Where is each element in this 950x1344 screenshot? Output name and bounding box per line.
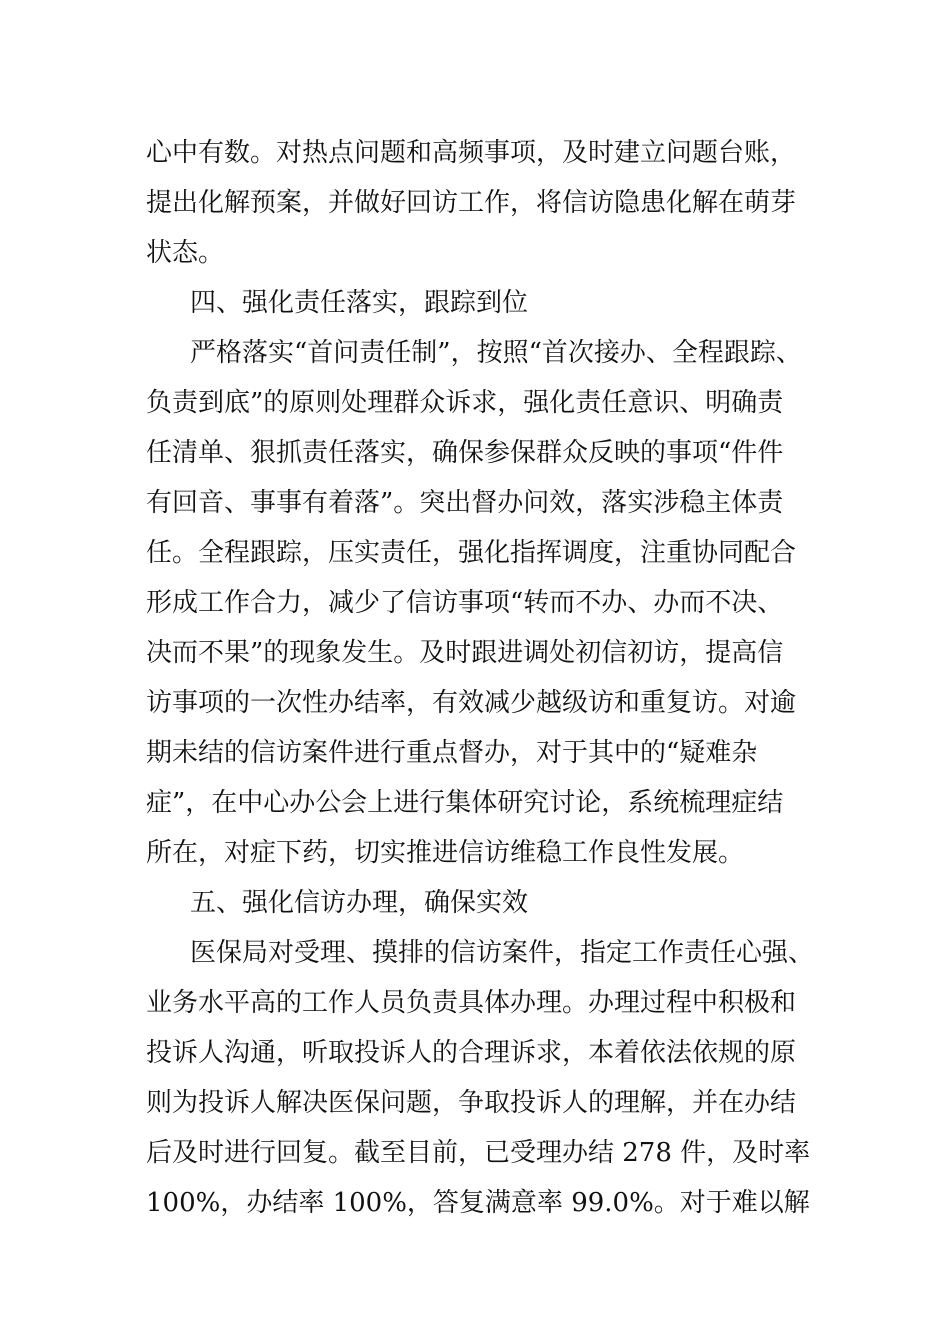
- body-line: 后及时进行回复。截至目前，已受理办结 278 件，及时率: [146, 1138, 811, 1168]
- section-heading-4: 四、强化责任落实，跟踪到位: [190, 288, 529, 318]
- body-line: 期未结的信访案件进行重点督办，对于其中的“疑难杂: [146, 738, 758, 768]
- body-line: 任清单、狠抓责任落实，确保参保群众反映的事项“件件: [146, 438, 784, 468]
- paragraph-start: 医保局对受理、摸排的信访案件，指定工作责任心强、: [190, 938, 815, 968]
- body-line: 负责到底”的原则处理群众诉求，强化责任意识、明确责: [146, 388, 784, 418]
- body-line: 状态。: [146, 238, 225, 268]
- body-line: 有回音、事事有着落”。突出督办问效，落实涉稳主体责: [146, 488, 784, 518]
- body-line: 访事项的一次性办结率，有效减少越级访和重复访。对逾: [146, 688, 797, 718]
- section-heading-5: 五、强化信访办理，确保实效: [190, 888, 529, 918]
- body-line: 任。全程跟踪，压实责任，强化指挥调度，注重协同配合: [146, 538, 797, 568]
- document-body: [146, 128, 816, 1228]
- body-line: 投诉人沟通，听取投诉人的合理诉求，本着依法依规的原: [146, 1038, 797, 1068]
- paragraph-start: 严格落实“首问责任制”，按照“首次接办、全程跟踪、: [190, 338, 802, 368]
- body-line: 决而不果”的现象发生。及时跟进调处初信初访，提高信: [146, 638, 784, 668]
- body-line: 则为投诉人解决医保问题，争取投诉人的理解，并在办结: [146, 1088, 797, 1118]
- body-line: 提出化解预案，并做好回访工作，将信访隐患化解在萌芽: [146, 188, 797, 218]
- body-line: 业务水平高的工作人员负责具体办理。办理过程中积极和: [146, 988, 797, 1018]
- body-line: 100%，办结率 100%，答复满意率 99.0%。对于难以解: [146, 1188, 810, 1218]
- body-line: 形成工作合力，减少了信访事项“转而不办、办而不决、: [146, 588, 784, 618]
- body-line: 症”，在中心办公会上进行集体研究讨论，系统梳理症结: [146, 788, 784, 818]
- body-line: 心中有数。对热点问题和高频事项，及时建立问题台账，: [146, 138, 797, 168]
- body-line: 所在，对症下药，切实推进信访维稳工作良性发展。: [146, 838, 745, 868]
